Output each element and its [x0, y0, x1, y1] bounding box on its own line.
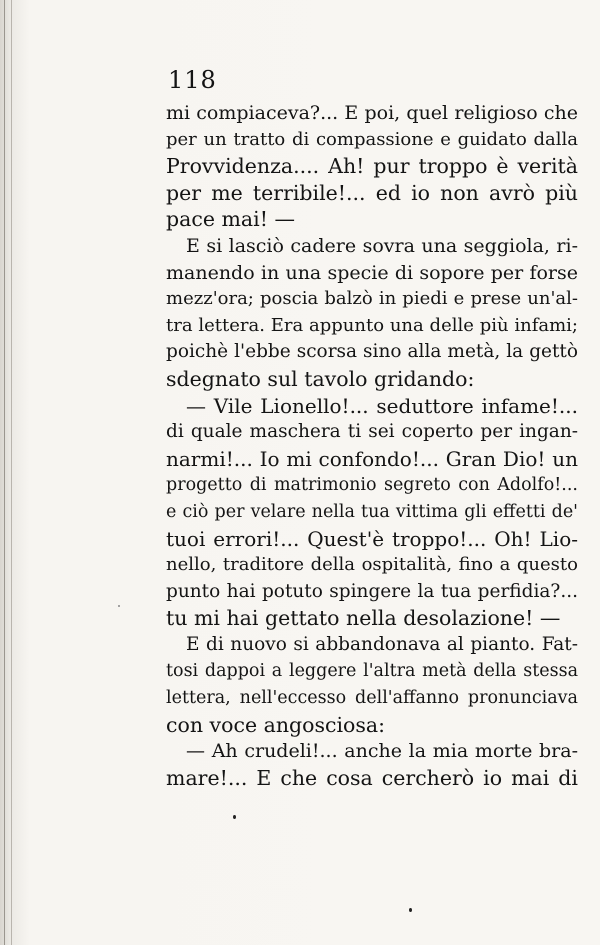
ink-speck: [409, 908, 412, 912]
text-line: mare!... E che cosa cercherò io mai di: [166, 765, 578, 790]
text-line: punto hai potuto spingere la tua perfidia?...: [166, 580, 578, 602]
binding-edge-inner: [11, 0, 12, 945]
text-line: manendo in una specie di sopore per forse: [166, 261, 578, 284]
body-text: [166, 100, 578, 791]
text-line: per un tratto di compassione e guidato dalla: [166, 128, 578, 150]
text-line: tosi dappoi a leggere l'altra metà della stessa: [166, 661, 578, 682]
text-line: narmi!... Io mi confondo!... Gran Dio! un: [166, 446, 578, 471]
paragraph-start-line: E si lasciò cadere sovra una seggiola, ri-: [186, 234, 578, 257]
text-line: tu mi hai gettato nella desolazione! —: [166, 606, 561, 631]
paragraph-start-line: E di nuovo si abbandonava al pianto. Fat-: [186, 633, 578, 655]
text-line: tra lettera. Era appunto una delle più infami;: [166, 314, 578, 336]
paragraph-start-line: — Ah crudeli!... anche la mia morte bra-: [186, 740, 578, 763]
ink-speck: [233, 815, 236, 819]
text-line: e ciò per velare nella tua vittima gli effetti de': [166, 501, 578, 522]
paragraph-start-line: — Vile Lionello!... seduttore infame!...: [186, 393, 578, 418]
text-line: mi compiaceva?... E poi, quel religioso che: [166, 102, 578, 124]
text-line: mezz'ora; poscia balzò in piedi e prese un'al-: [166, 288, 578, 310]
text-line: pace mai! —: [166, 207, 295, 232]
text-line: sdegnato sul tavolo gridando:: [166, 366, 475, 391]
text-line: per me terribile!... ed io non avrò più: [166, 180, 578, 205]
ink-speck: [118, 605, 120, 607]
page-number: 118: [168, 66, 217, 94]
text-line: nello, traditore della ospitalità, fino a questo: [166, 554, 578, 576]
binding-edge: [4, 0, 5, 945]
text-line: lettera, nell'eccesso dell'affanno pronunciava: [166, 688, 578, 709]
text-line: poichè l'ebbe scorsa sino alla metà, la gettò: [166, 341, 578, 363]
text-line: Provvidenza.... Ah! pur troppo è verità: [166, 154, 578, 179]
text-line: tuoi errori!... Quest'è troppo!... Oh! Lio-: [166, 526, 578, 551]
text-line: con voce angosciosa:: [166, 712, 386, 737]
text-line: di quale maschera ti sei coperto per ingan-: [166, 421, 578, 443]
text-line: progetto di matrimonio segreto con Adolfo!...: [166, 475, 578, 496]
